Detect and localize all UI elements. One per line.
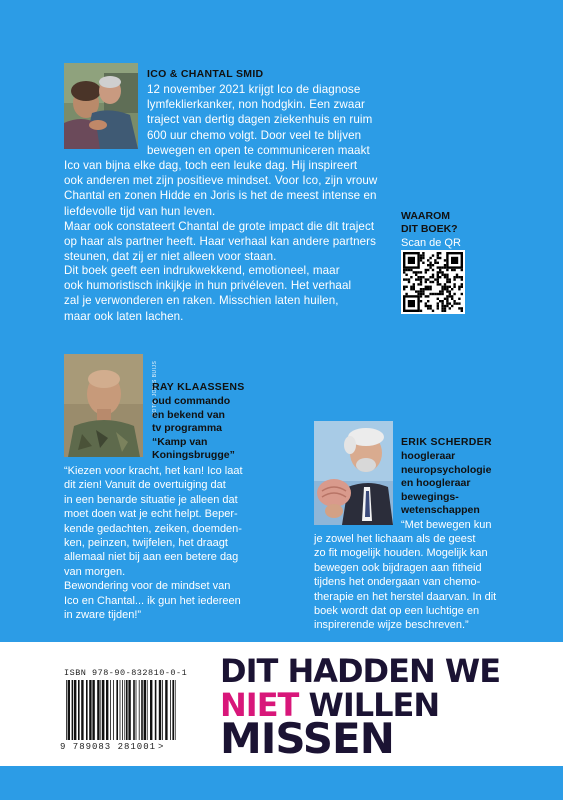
ray-role-line: oud commando (152, 395, 231, 407)
erik-photo (314, 421, 393, 525)
quote-line: Bewondering voor de mindset van (64, 580, 231, 593)
ray-photo (64, 354, 143, 457)
qr-code-image (401, 250, 465, 314)
bio-line: Maar ook constateert Chantal de grote impact die dit traject (64, 219, 375, 233)
bio-line: bewegen en open te communiceren maakt (147, 143, 370, 157)
quote-line: in zware tijden!” (64, 609, 142, 622)
photo-credit: FOTO: JORIS BUIJS (152, 360, 158, 416)
quote-line: ken, peinzen, twijfelen, het draagt (64, 537, 228, 550)
quote-line: boek wordt dat op een luchtige en (314, 605, 480, 618)
bio-line: Chantal en zonen Hidde en Joris is het de meest intense en (64, 189, 377, 203)
authors-bio-wide (64, 158, 394, 264)
erik-name: ERIK SCHERDER (401, 436, 492, 448)
ray-photo-image (64, 354, 143, 457)
title-line-3: MISSEN (220, 714, 394, 763)
erik-role-line: en hoogleraar (401, 477, 471, 490)
authors-name: ICO & CHANTAL SMID (147, 68, 264, 80)
isbn-label: ISBN 978-90-832810-0-1 (64, 668, 188, 678)
ray-quote (64, 464, 243, 622)
erik-role-line: bewegings- (401, 490, 459, 503)
qr-subtitle: Scan de QR (401, 237, 461, 249)
title-willen: WILLEN (308, 686, 440, 724)
quote-line: dit zien! Vanuit de overtuiging dat (64, 479, 226, 492)
quote-line: allemaal niet bij aan een betere dag (64, 551, 239, 564)
bio-line: steunen, dat zij er niet alleen voor staan. (64, 250, 277, 264)
erik-quote (314, 532, 496, 633)
qr-heading-line2: DIT BOEK? (401, 223, 458, 235)
qr-heading-line1: WAAROM (401, 210, 450, 222)
barcode-arrow: > (158, 742, 165, 752)
quote-line: je zowel het lichaam als de geest (314, 533, 476, 545)
erik-role-line: hoogleraar (401, 450, 456, 462)
quote-line: therapie en het herstel daarvan. In dit (314, 590, 497, 603)
erik-role-line: wetenschappen (401, 504, 480, 517)
bio-line: Ico van bijna elke dag, toch een leuke dag. Hij inspireert (64, 159, 358, 172)
ray-role-line: “Kamp van (152, 435, 208, 448)
quote-line: moet doen wat je echt helpt. Beper- (64, 508, 238, 521)
ray-name: RAY KLAASSENS (152, 381, 245, 393)
erik-quote-first: “Met bewegen kun (401, 519, 492, 531)
title-line-1: DIT HADDEN WE (220, 652, 501, 690)
description-line: zal je verwonderen en raken. Misschien laten huilen, (64, 294, 339, 308)
qr-heading (401, 210, 458, 236)
barcode-digits (60, 742, 164, 752)
quote-line: van morgen. (64, 565, 126, 578)
title-niet: NIET (220, 686, 299, 724)
quote-line: “Kiezen voor kracht, het kan! Ico laat (64, 465, 243, 477)
quote-line: in een benarde situatie je alleen dat (64, 493, 238, 506)
quote-line: zo fit mogelijk houden. Mogelijk kan (314, 547, 488, 560)
erik-role-line: neuropsychologie (401, 463, 492, 476)
bio-line: liefdevolle tijd van hun leven. (64, 204, 216, 218)
quote-line: bewegen ook bijdragen aan fitheid (314, 561, 482, 574)
authors-photo (64, 63, 138, 149)
description-line: ook humoristisch inkijkje in hun privéleven. Het verhaal (64, 279, 352, 293)
quote-line: kende gedachten, zeiken, doemden- (64, 522, 242, 535)
erik-role (401, 450, 491, 518)
bio-line: op haar als partner heeft. Haar verhaal kan andere partners (64, 235, 377, 249)
quote-line: Ico en Chantal... ik gun het iedereen (64, 594, 241, 607)
book-description (64, 263, 394, 324)
ray-role (152, 395, 235, 463)
description-line: maar ook laten lachen. (64, 309, 184, 323)
erik-photo-image (314, 421, 393, 525)
quote-line: inspirerende wijze beschreven.” (314, 619, 469, 632)
bio-line: lymfeklierkanker, non hodgkin. Een zwaar (147, 98, 365, 112)
ray-role-line: tv programma (152, 422, 223, 435)
bio-line: 12 november 2021 krijgt Ico de diagnose (147, 83, 361, 96)
quote-line: tijdens het ondergaan van chemo- (314, 576, 481, 589)
authors-photo-image (64, 63, 138, 149)
ray-role-line: en bekend van (152, 408, 225, 421)
authors-bio (147, 82, 407, 158)
barcode (64, 680, 178, 740)
bio-line: 600 uur chemo volgt. Door veel te blijven (147, 128, 362, 142)
bio-line: traject van dertig dagen ziekenhuis en ruim (147, 113, 373, 127)
description-line: Dit boek geeft een indrukwekkend, emotioneel, maar (64, 264, 340, 277)
barcode-digits-text: 9 789083 281001 (60, 742, 157, 752)
bottom-strip (0, 766, 563, 800)
qr-code[interactable] (401, 250, 465, 314)
ray-role-line: Koningsbrugge” (152, 449, 235, 462)
bio-line: ook anderen met zijn positieve mindset. Voor Ico, zijn vrouw (64, 174, 378, 188)
